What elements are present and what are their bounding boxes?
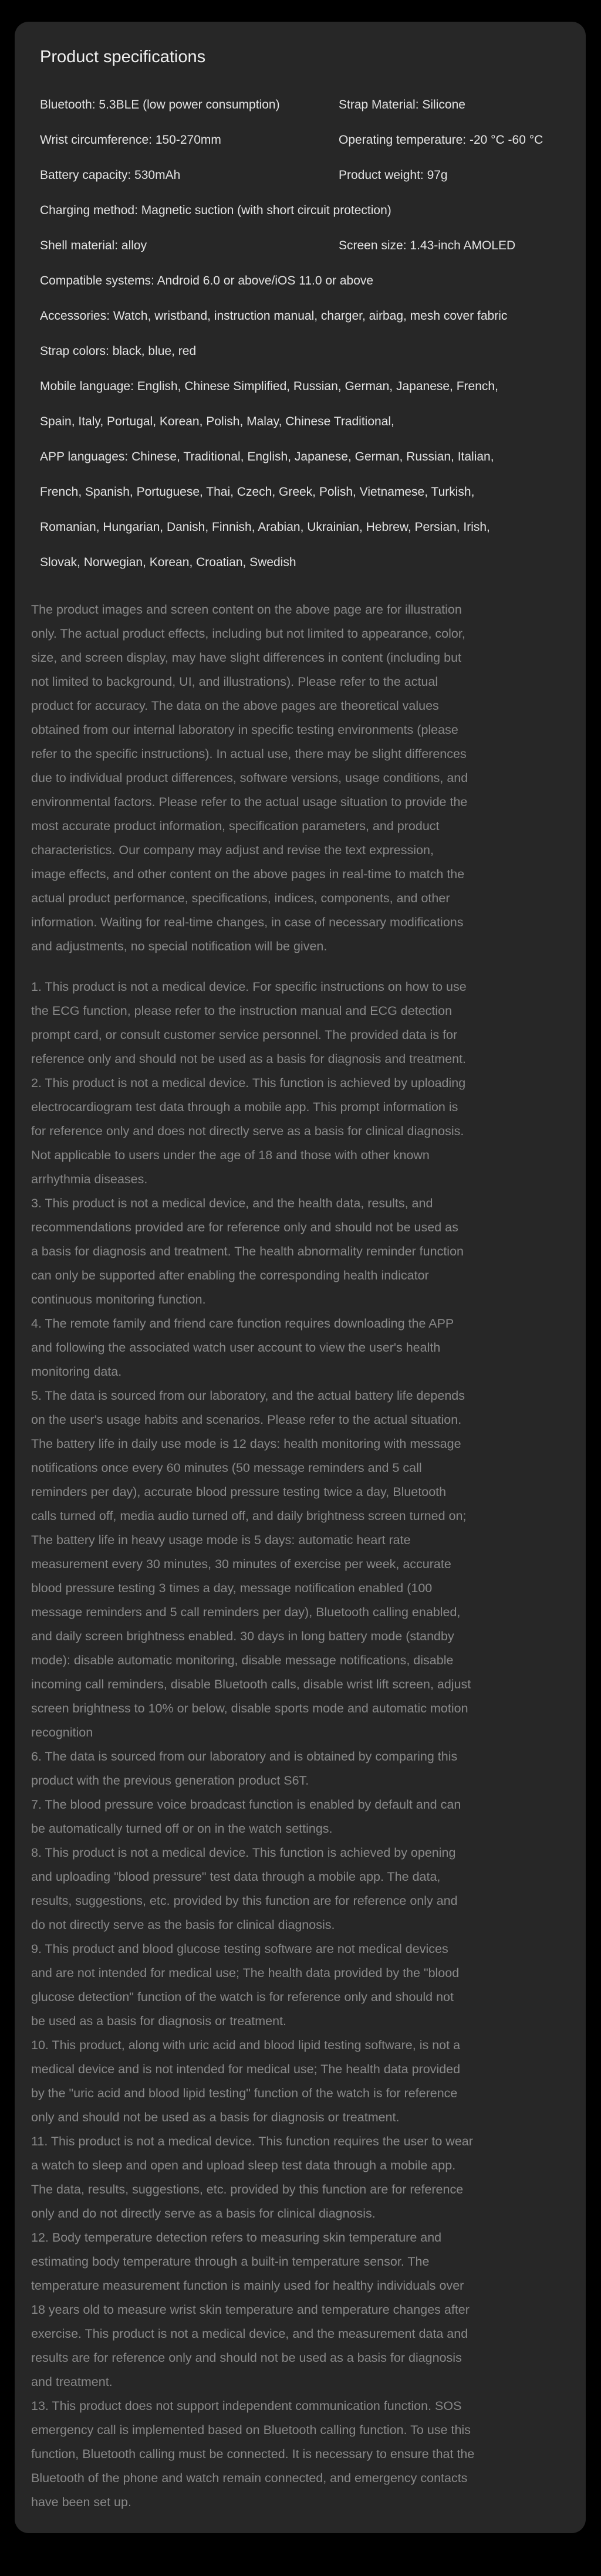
note-line: results are for reference only and should not be used as a basis for diagnosis	[31, 2351, 462, 2365]
note-line: notifications once every 60 minutes (50 message reminders and 5 call	[31, 1461, 422, 1475]
note-line: by the "uric acid and blood lipid testing" function of the watch is for reference	[31, 2086, 458, 2100]
note-line: The data, results, suggestions, etc. provided by this function are for reference	[31, 2182, 464, 2196]
note-line: 13. This product does not support independent communication function. SOS	[31, 2399, 462, 2413]
note-line: estimating body temperature through a built-in temperature sensor. The	[31, 2255, 430, 2269]
spec-line: Spain, Italy, Portugal, Korean, Polish, Malay, Chinese Traditional,	[40, 415, 394, 428]
note-item-6	[31, 1745, 569, 1793]
note-line: message reminders and 5 call reminders per day), Bluetooth calling enabled,	[31, 1605, 461, 1619]
note-line: a basis for diagnosis and treatment. The health abnormality reminder function	[31, 1244, 464, 1258]
spec-pair-left: Battery capacity: 530mAh	[40, 168, 181, 182]
note-line: reference only and should not be used as a basis for diagnosis and treatment.	[31, 1052, 467, 1066]
spec-row	[40, 158, 569, 193]
note-item-9	[31, 1937, 569, 2033]
spec-pair-right: Product weight: 97g	[339, 168, 448, 182]
note-line: be automatically turned off or on in the watch settings.	[31, 1822, 333, 1836]
spec-pair-right: Operating temperature: -20 °C -60 °C	[339, 133, 543, 147]
note-line: do not directly serve as the basis for clinical diagnosis.	[31, 1918, 335, 1932]
disclaimer-line: characteristics. Our company may adjust and revise the text expression,	[31, 843, 434, 857]
note-line: reminders per day), accurate blood pressure testing twice a day, Bluetooth	[31, 1485, 447, 1499]
spec-list	[40, 87, 569, 580]
note-line: screen brightness to 10% or below, disable sports mode and automatic motion	[31, 1701, 468, 1715]
note-line: 8. This product is not a medical device. This function is achieved by opening	[31, 1846, 456, 1860]
spec-line: Romanian, Hungarian, Danish, Finnish, Arabian, Ukrainian, Hebrew, Persian, Irish,	[40, 520, 490, 534]
note-line: and treatment.	[31, 2375, 113, 2389]
spec-line: Mobile language: English, Chinese Simplified, Russian, German, Japanese, French,	[40, 380, 498, 393]
note-line: recognition	[31, 1725, 93, 1739]
note-item-10	[31, 2033, 569, 2130]
note-line: The battery life in daily use mode is 12 days: health monitoring with message	[31, 1437, 461, 1451]
note-line: 7. The blood pressure voice broadcast function is enabled by default and can	[31, 1798, 461, 1812]
note-line: medical device and is not intended for medical use; The health data provided	[31, 2062, 461, 2076]
disclaimer-line: image effects, and other content on the above pages in real-time to match the	[31, 867, 465, 881]
note-item-12	[31, 2226, 569, 2394]
note-line: 10. This product, along with uric acid and blood lipid testing software, is not a	[31, 2038, 461, 2052]
note-item-1	[31, 975, 569, 1071]
note-line: be used as a basis for diagnosis or treatment.	[31, 2014, 287, 2028]
note-item-11	[31, 2130, 569, 2226]
spec-line: APP languages: Chinese, Traditional, English, Japanese, German, Russian, Italian,	[40, 450, 494, 463]
note-item-3	[31, 1191, 569, 1312]
note-item-2	[31, 1071, 569, 1191]
disclaimer-line: most accurate product information, specification parameters, and product	[31, 819, 440, 833]
disclaimer-line: refer to the specific instructions). In actual use, there may be slight differences	[31, 747, 467, 761]
spec-line: Compatible systems: Android 6.0 or above/iOS 11.0 or above	[40, 274, 374, 287]
disclaimer-line: product for accuracy. The data on the above pages are theoretical values	[31, 699, 439, 713]
note-line: electrocardiogram test data through a mobile app. This prompt information is	[31, 1100, 458, 1114]
note-line: The battery life in heavy usage mode is 5 days: automatic heart rate	[31, 1533, 411, 1547]
note-line: calls turned off, media audio turned off, and daily brightness screen turned on;	[31, 1509, 467, 1523]
disclaimer-paragraph	[31, 598, 569, 959]
disclaimer-line: size, and screen display, may have slight differences in content (including but	[31, 651, 462, 665]
note-line: continuous monitoring function.	[31, 1292, 206, 1306]
note-item-5	[31, 1384, 569, 1745]
note-line: monitoring data.	[31, 1365, 122, 1379]
note-line: glucose detection" function of the watch is for reference only and should not	[31, 1990, 454, 2004]
note-line: can only be supported after enabling the corresponding health indicator	[31, 1268, 429, 1282]
spec-pair-right: Screen size: 1.43-inch AMOLED	[339, 239, 516, 252]
note-line: Not applicable to users under the age of 18 and those with other known	[31, 1148, 430, 1162]
note-line: 12. Body temperature detection refers to measuring skin temperature and	[31, 2230, 442, 2245]
note-line: results, suggestions, etc. provided by this function are for reference only and	[31, 1894, 458, 1908]
disclaimer-line: obtained from our internal laboratory in specific testing environments (please	[31, 723, 458, 737]
notes-list	[31, 975, 569, 2514]
note-line: 18 years old to measure wrist skin temperature and temperature changes after	[31, 2303, 470, 2317]
note-line: blood pressure testing 3 times a day, message notification enabled (100	[31, 1581, 433, 1595]
note-item-8	[31, 1841, 569, 1937]
note-line: arrhythmia diseases.	[31, 1172, 148, 1186]
note-item-13	[31, 2394, 569, 2514]
note-line: and following the associated watch user account to view the user's health	[31, 1341, 441, 1355]
spec-line: Charging method: Magnetic suction (with short circuit protection)	[40, 204, 391, 217]
note-line: exercise. This product is not a medical device, and the measurement data and	[31, 2327, 468, 2341]
spec-pair-right: Strap Material: Silicone	[339, 98, 465, 111]
note-line: mode): disable automatic monitoring, disable message notifications, disable	[31, 1653, 454, 1667]
note-line: 5. The data is sourced from our laboratory, and the actual battery life depends	[31, 1389, 465, 1403]
note-line: only and should not be used as a basis for diagnosis or treatment.	[31, 2110, 400, 2124]
note-line: 9. This product and blood glucose testing software are not medical devices	[31, 1942, 448, 1956]
section-title: Product specifications	[40, 48, 206, 66]
note-line: for reference only and does not directly serve as a basis for clinical diagnosis.	[31, 1124, 464, 1138]
spec-line: Strap colors: black, blue, red	[40, 344, 197, 358]
note-line: emergency call is implemented based on Bluetooth calling function. To use this	[31, 2423, 471, 2437]
spec-row	[40, 228, 569, 263]
spec-line: Slovak, Norwegian, Korean, Croatian, Swedish	[40, 556, 296, 569]
disclaimer-line: and adjustments, no special notification will be given.	[31, 939, 327, 953]
note-line: the ECG function, please refer to the instruction manual and ECG detection	[31, 1004, 453, 1018]
spec-pair-left: Shell material: alloy	[40, 239, 147, 252]
spec-row	[40, 123, 569, 158]
note-line: function, Bluetooth calling must be connected. It is necessary to ensure that the	[31, 2447, 475, 2461]
note-line: 11. This product is not a medical device. This function requires the user to wear	[31, 2134, 473, 2148]
note-line: and daily screen brightness enabled. 30 days in long battery mode (standby	[31, 1629, 454, 1643]
note-item-4	[31, 1312, 569, 1384]
spec-line: Accessories: Watch, wristband, instruction manual, charger, airbag, mesh cover fabric	[40, 309, 508, 323]
note-line: measurement every 30 minutes, 30 minutes of exercise per week, accurate	[31, 1557, 451, 1571]
disclaimer-line: The product images and screen content on the above page are for illustration	[31, 602, 462, 617]
product-specifications-card	[15, 22, 586, 2533]
note-line: and uploading "blood pressure" test data through a mobile app. The data,	[31, 1870, 441, 1884]
disclaimer-line: due to individual product differences, software versions, usage conditions, and	[31, 771, 468, 785]
disclaimer-line: environmental factors. Please refer to the actual usage situation to provide the	[31, 795, 468, 809]
disclaimer-line: information. Waiting for real-time changes, in case of necessary modifications	[31, 915, 464, 929]
note-line: 3. This product is not a medical device, and the health data, results, and	[31, 1196, 433, 1210]
note-line: 1. This product is not a medical device. For specific instructions on how to use	[31, 980, 467, 994]
note-line: incoming call reminders, disable Bluetooth calls, disable wrist lift screen, adjust	[31, 1677, 471, 1691]
note-item-7	[31, 1793, 569, 1841]
spec-pair-left: Wrist circumference: 150-270mm	[40, 133, 221, 147]
note-line: prompt card, or consult customer service personnel. The provided data is for	[31, 1028, 458, 1042]
note-line: 4. The remote family and friend care function requires downloading the APP	[31, 1316, 454, 1331]
note-line: have been set up.	[31, 2495, 131, 2509]
spec-line: French, Spanish, Portuguese, Thai, Czech, Greek, Polish, Vietnamese, Turkish,	[40, 485, 475, 499]
note-line: product with the previous generation product S6T.	[31, 1773, 309, 1788]
disclaimer-line: only. The actual product effects, including but not limited to appearance, color,	[31, 627, 465, 641]
note-line: recommendations provided are for reference only and should not be used as	[31, 1220, 458, 1234]
disclaimer-line: not limited to background, UI, and illustrations). Please refer to the actual	[31, 675, 438, 689]
note-line: 2. This product is not a medical device. This function is achieved by uploading	[31, 1076, 466, 1090]
note-line: a watch to sleep and open and upload sleep test data through a mobile app.	[31, 2158, 456, 2172]
disclaimer-line: actual product performance, specifications, indices, components, and other	[31, 891, 450, 905]
spec-row	[40, 87, 569, 123]
note-line: temperature measurement function is mainly used for healthy individuals over	[31, 2279, 464, 2293]
note-line: 6. The data is sourced from our laboratory and is obtained by comparing this	[31, 1749, 458, 1763]
spec-pair-left: Bluetooth: 5.3BLE (low power consumption)	[40, 98, 280, 111]
note-line: and are not intended for medical use; The health data provided by the "blood	[31, 1966, 460, 1980]
note-line: Bluetooth of the phone and watch remain connected, and emergency contacts	[31, 2471, 468, 2485]
note-line: only and do not directly serve as a basis for clinical diagnosis.	[31, 2206, 376, 2220]
note-line: on the user's usage habits and scenarios. Please refer to the actual situation.	[31, 1413, 462, 1427]
